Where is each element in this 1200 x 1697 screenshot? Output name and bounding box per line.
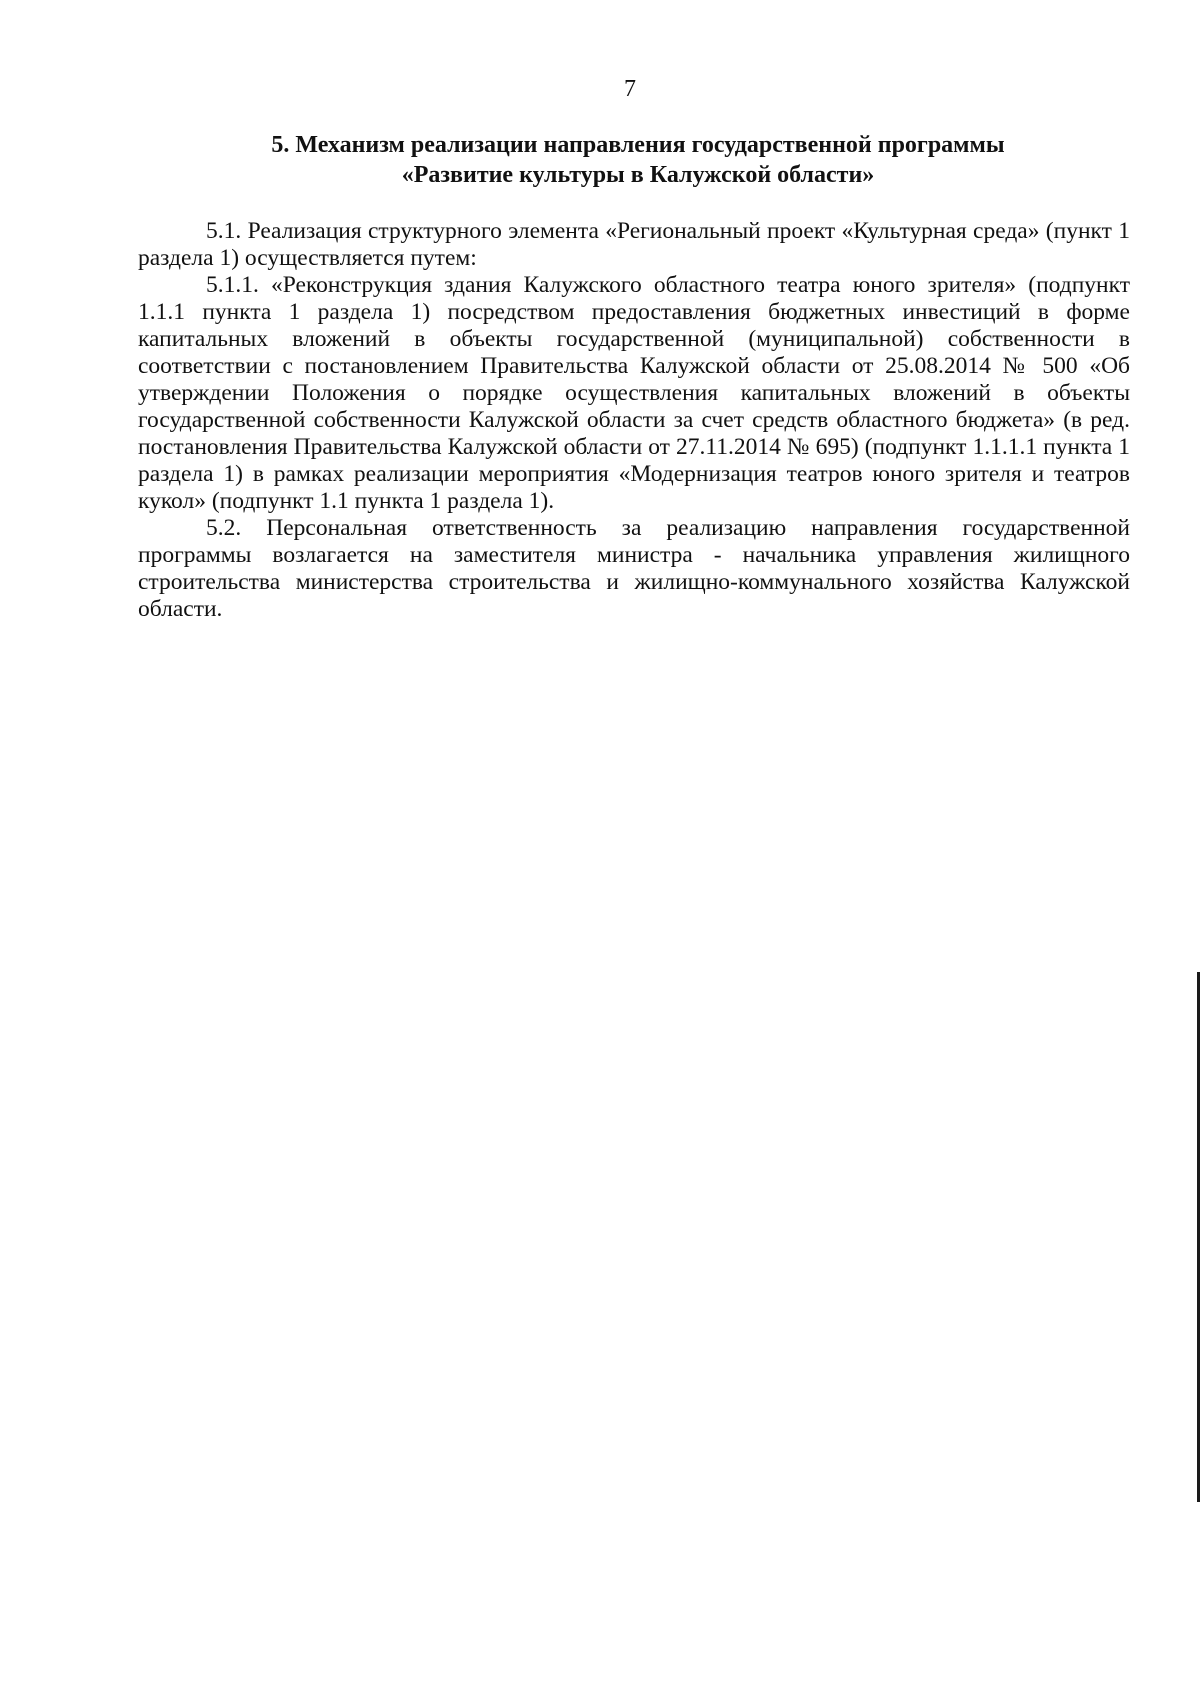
section-heading [138,130,1138,190]
paragraph-5-1: 5.1. Реализация структурного элемента «Региональный проект «Культурная среда» (пункт 1 раздела 1) осуществляется путем: [138,218,1130,271]
paragraph-5-2: 5.2. Персональная ответственность за реализацию направления государственной программы возлагается на заместителя министра - начальника управления жилищного строительства министерства строительства и жилищно-коммунального хозяйства Калужской области. [138,515,1130,622]
paragraph-5-1-1: 5.1.1. «Реконструкция здания Калужского областного театра юного зрителя» (подпункт 1.1.1 пункта 1 раздела 1) посредством предоставления бюджетных инвестиций в форме капитальных вложений в объекты государственной (муниципальной) собственности в соответствии с постановлением Правительства Калужской области от 25.08.2014 № 500 «Об утверждении Положения о порядке осуществления капитальных вложений в объекты государственной собственности Калужской области за счет средств областного бюджета» (в ред. постановления Правительства Калужской области от 27.11.2014 № 695) (подпункт 1.1.1.1 пункта 1 раздела 1) в рамках реализации мероприятия «Модернизация театров юного зрителя и театров кукол» (подпункт 1.1 пункта 1 раздела 1). [138,272,1130,514]
section-heading-line-2: «Развитие культуры в Калужской области» [401,162,875,188]
section-body [138,218,1130,623]
section-heading-line-1: 5. Механизм реализации направления государственной программы [271,132,1005,158]
page-number: 7 [624,76,636,102]
